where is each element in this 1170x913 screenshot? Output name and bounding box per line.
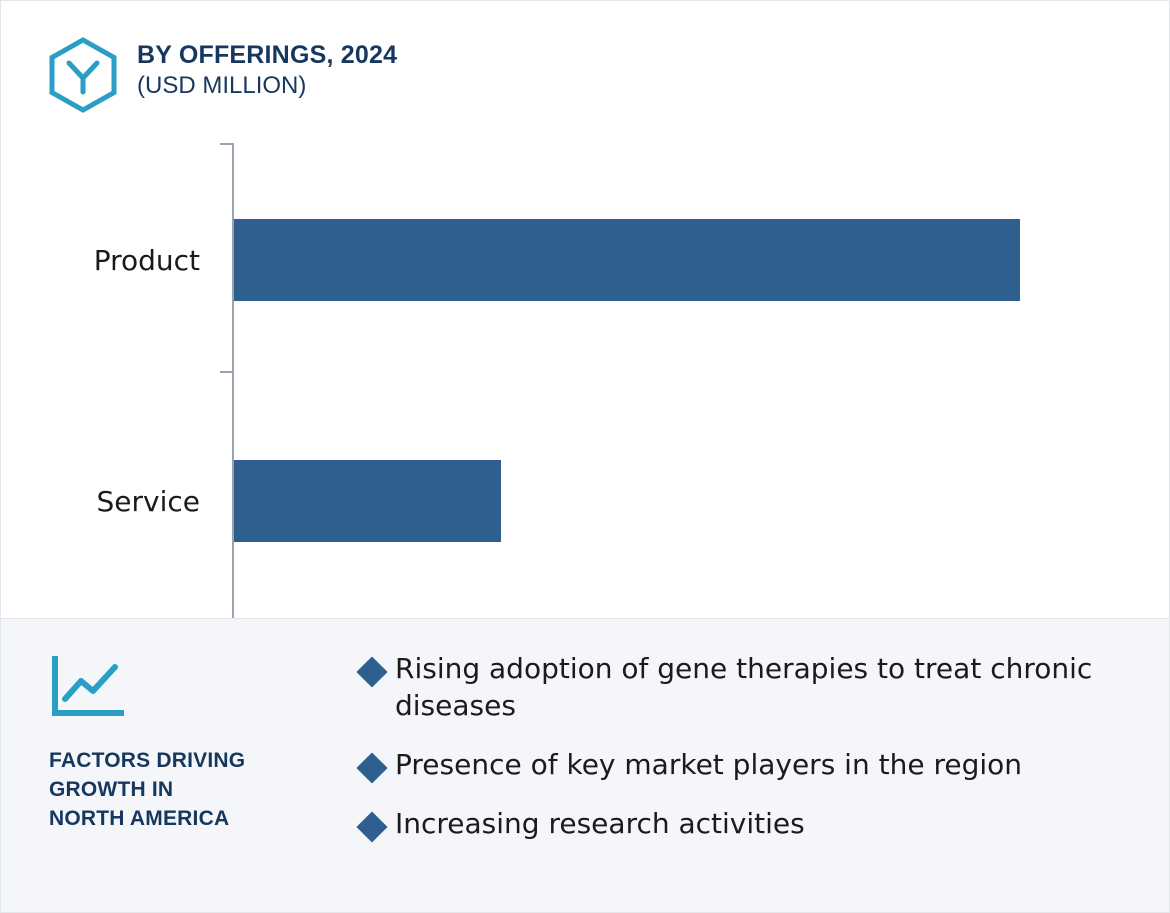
- axis-tick: [220, 143, 233, 145]
- list-item-text: Rising adoption of gene therapies to treat chronic diseases: [395, 652, 1093, 722]
- chart-header: [47, 35, 397, 113]
- list-item-text: Increasing research activities: [395, 806, 805, 840]
- line-chart-trend-icon: [49, 655, 125, 721]
- caption-line-2: GROWTH IN: [49, 777, 174, 801]
- bar-row-service: [1, 460, 1170, 542]
- chart-title: BY OFFERINGS, 2024: [137, 41, 398, 69]
- bar-chart: [1, 131, 1170, 621]
- bar-product: [234, 219, 1020, 301]
- hexagon-y-logo-icon: [47, 37, 119, 113]
- list-item: [361, 651, 1131, 725]
- chart-subtitle: (USD MILLION): [137, 71, 307, 99]
- growth-factors-list: [331, 619, 1170, 913]
- list-item: [361, 806, 1131, 843]
- list-item-text: Presence of key market players in the region: [395, 747, 1023, 781]
- growth-factors-left: [1, 619, 331, 913]
- bar-label-product: Product: [93, 243, 200, 277]
- y-axis-line: [232, 143, 234, 623]
- diamond-bullet-icon: [356, 656, 387, 687]
- axis-tick: [220, 371, 233, 373]
- title-block: [137, 35, 397, 101]
- bar-row-product: [1, 219, 1170, 301]
- caption-line-3: NORTH AMERICA: [49, 806, 230, 830]
- bar-label-service: Service: [96, 484, 200, 518]
- bar-service: [234, 460, 501, 542]
- diamond-bullet-icon: [356, 752, 387, 783]
- list-item: [361, 747, 1131, 784]
- diamond-bullet-icon: [356, 811, 387, 842]
- growth-factors-caption: [49, 747, 331, 834]
- growth-factors-panel: [1, 618, 1170, 913]
- caption-line-1: FACTORS DRIVING: [49, 749, 246, 772]
